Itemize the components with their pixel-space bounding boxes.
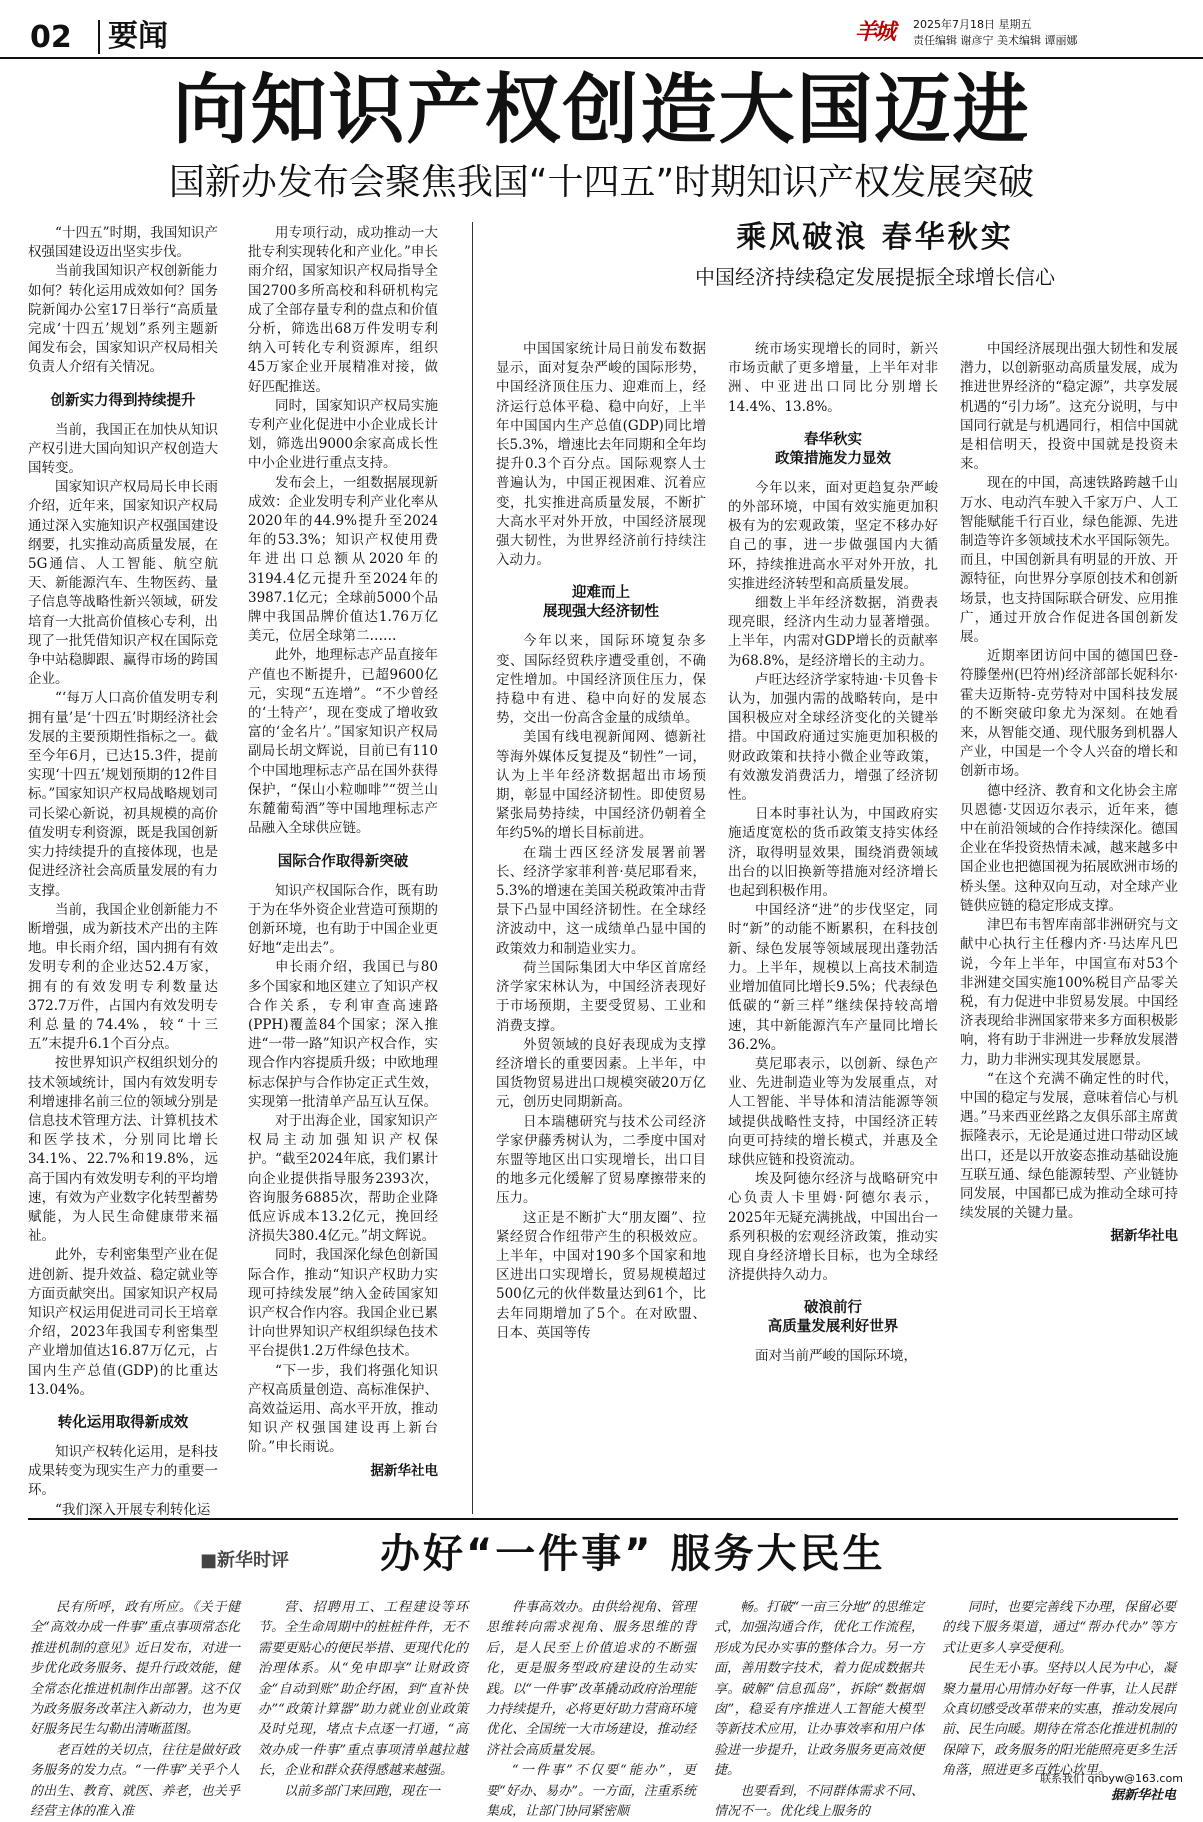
paragraph: 这正是不断扩大“朋友圈”、拉紧经贸合作纽带产生的积极效应。上半年，中国对190多个国家和地区进出口实现增长，贸易规模超过500亿元的伙伴数量达到61个，比去年同期增加了5个。在对欧盟、日本、英国等传 [496,1209,706,1341]
paragraph: 也要看到，不同群体需求不同、情况不一。优化线上服务的 [714,1783,924,1820]
main-article-column-2 [248,224,438,1514]
paragraph: “一件事”不仅要“能办”，更要“好办、易办”。一方面，注重系统集成，让部门协同紧密顺 [486,1763,696,1820]
paragraph: 件事高效办。由供给视角、管理思维转向需求视角、服务思维的背后，是人民至上价值追求的不断强化，更是服务型政府建设的生动实践。以“一件事”改革撬动政府治理能力持续提升，必将更好助力营商环境优化、全国统一大市场建设，推动经济社会高质量发展。 [486,1600,696,1758]
column-divider [472,222,473,1514]
paragraph: 今年以来，国际环境复杂多变、国际经贸秩序遭受重创，不确定性增加。中国经济顶住压力，保持稳中有进、稳中向好的发展态势，交出一份高含金量的成绩单。 [496,633,706,727]
paragraph: 在瑞士西区经济发展署前署长、经济学家菲利普·莫尼耶看来，5.3%的增速在美国关税政策冲击背景下凸显中国经济韧性。在全球经济波动中，这一成绩单凸显中国的政策效力和制造业实力。 [496,844,706,957]
byline: 据新华社电 [370,1462,438,1479]
section-heading [496,584,706,622]
heading-line: 高质量发展利好世界 [767,1319,899,1336]
header-rule [0,57,1203,59]
masthead [855,14,1185,54]
paragraph: 津巴布韦智库南部非洲研究与文献中心执行主任穆内齐·马达库凡巴说，今年上半年，中国宣布对53个非洲建交国实施100%税目产品零关税，有力促进中非贸易发展。中国经济表现给非洲国家带来多方面积极影响，将有助于非洲进一步释放发展潜力，助力非洲实现其发展愿景。 [960,917,1178,1068]
paragraph: 同时，国家知识产权局实施专利产业化促进中小企业成长计划，筛选出9000余家高成长性中小企业进行重点支持。 [248,397,438,472]
heading-line: 迎难而上 [572,585,630,602]
paragraph: 当前，我国正在加快从知识产权引进大国向知识产权创造大国转变。 [28,421,218,477]
paragraph: 近期率团访问中国的德国巴登-符滕堡州(巴符州)经济部部长妮科尔·霍夫迈斯特-克劳特对中国科技发展的不断突破印象尤为深刻。在她看来，从智能交通、现代服务到机器人产业，中国是一个令人兴奋的增长和创新市场。 [960,648,1178,780]
economy-subheadline: 中国经济持续稳定发展提振全球增长信心 [695,265,1055,289]
paragraph: 老百姓的关切点，往往是做好政务服务的发力点。“一件事”关乎个人的出生、教育、就医、养老，也关乎经营主体的准入准 [30,1742,240,1820]
paragraph: 以前多部门来回跑，现在一 [284,1783,441,1799]
section-heading [728,1299,938,1337]
heading-line: 政策措施发力显效 [775,450,891,467]
editor-line: 责任编辑 谢彦宁 美术编辑 谭丽娜 [913,34,1078,47]
economy-headline: 乘风破浪 春华秋实 [736,220,1014,255]
paragraph: 美国有线电视新闻网、德新社等海外媒体反复提及“韧性”一词，认为上半年经济数据超出市场预期，彰显中国经济韧性。即使贸易紧张局势持续，中国经济仍朝着全年约5%的增长目标前进。 [496,729,706,842]
economy-column-2 [728,340,938,1512]
paragraph: 中国经济展现出强大韧性和发展潜力，以创新驱动高质量发展，成为推进世界经济的“稳定源”，共享发展机遇的“引力场”。这充分说明，与中国同行就是与机遇同行，相信中国就是相信明天，投资中国就是投资未来。 [960,341,1178,473]
heading-line: 破浪前行 [804,1300,862,1317]
byline: 据新华社电 [1110,1228,1178,1245]
paragraph: 埃及阿徳尔经济与战略研究中心负责人卡里姆·阿德尔表示，2025年无疑充满挑战，中国出台一系列积极的宏观经济政策，推动实现自身经济增长目标，也为全球经济提供持久动力。 [728,1171,938,1284]
paragraph: 德中经济、教育和文化协会主席贝恩德·艾因迈尔表示，近年来，德中在前沿领域的合作持续深化。德国企业在华投资热情未减，越来越多中国企业也把德国视为拓展欧洲市场的桥头堡。这种双向互动，对全球产业链供应链的稳定形成支撑。 [960,782,1178,914]
commentary-column-3 [486,1598,696,1820]
paragraph: “下一步，我们将强化知识产权高质量创造、高标准保护、高效益运用、高水平开放，推动知识产权强国建设再上新台阶。”申长雨说。 [248,1362,438,1456]
paragraph: “在这个充满不确定性的时代，中国的稳定与发展，意味着信心与机遇。”马来西亚丝路之友俱乐部主席黄振隆表示，无论是通过进口带动区域出口，还是以开放姿态推动基础设施互联互通、绿色能源转型、产业链协同发展，中国都已成为推动全球可持续发展的关键力量。 [960,1070,1178,1222]
paragraph: 同时，也要完善线下办理，保留必要的线下服务渠道，通过“帮办代办”等方式让更多人享受便利。 [942,1600,1177,1656]
footer-contact: 联系我们 qnbyw@163.com [1040,1772,1183,1785]
paragraph: 用专项行动，成功推动一大批专利实现转化和产业化。”申长雨介绍，国家知识产权局指导全国2700多所高校和科研机构完成了全部存量专利的盘点和价值分析，筛选出68万件发明专利纳入可转化专利资源库，组织45万家企业开展精准对接，做好匹配推送。 [248,225,438,395]
paragraph: 按世界知识产权组织划分的技术领域统计，国内有效发明专利增速排名前三位的领域分别是信息技术管理方法、计算机技术和医学技术，分别同比增长34.1%、22.7%和19.8%，远高于国内有效发明专利的平均增速，有效为产业数字化转型蓄势赋能，为人民生命健康带来福祉。 [28,1055,218,1245]
paragraph: 知识产权转化运用，是科技成果转变为现实生产力的重要一环。 [28,1443,218,1499]
main-headline: 向知识产权创造大国迈进 [172,65,1031,154]
paragraph: 营、招聘用工、工程建设等环节。全生命周期中的桩桩件件，无不需要更贴心的便民举措、更现代化的治理体系。从“免申即享”让财政资金“自动到账”助企纾困，到“直补快办”“政策计算器”助力就业创业政策及时兑现，堵点卡点逐一打通，“高效办成一件事”重点事项清单越拉越长，企业和群众获得感越来越强。 [258,1600,468,1779]
paragraph: 民有所呼，政有所应。《关于健全“高效办成一件事”重点事项常态化推进机制的意见》近日发布，对进一步优化政务服务、提升行政效能，健全常态化推进机制作出部署。这不仅为政务服务改革注入新动力，也为更好服务民生勾勒出清晰蓝图。 [30,1600,240,1738]
paragraph: “十四五”时期，我国知识产权强国建设迈出坚实步伐。 [28,225,218,261]
commentary-column-2 [258,1598,468,1799]
paragraph: 日本瑞穗研究与技术公司经济学家伊藤秀树认为，二季度中国对东盟等地区出口实现增长，出口目的地多元化缓解了贸易摩擦带来的压力。 [496,1113,706,1207]
economy-column-3 [960,340,1178,1512]
paragraph: 荷兰国际集团大中华区首席经济学家宋林认为，中国经济表现好于市场预期，主要受贸易、工业和消费支撑。 [496,959,706,1034]
paragraph: 外贸领域的良好表现成为支撑经济增长的重要因素。上半年，中国货物贸易进出口规模突破20万亿元，创历史同期新高。 [496,1036,706,1111]
paragraph: 细数上半年经济数据，消费表现亮眼，经济内生动力显著增强。上半年，内需对GDP增长的贡献率为68.8%，是经济增长的主动力。 [728,595,938,669]
byline: 据新华社电 [1110,1787,1176,1803]
paragraph: 中国国家统计局日前发布数据显示，面对复杂严峻的国际形势，中国经济顶住压力、迎难而上，经济运行总体平稳、稳中向好，上半年中国国内生产总值(GDP)同比增长5.3%，增速比去年同期和全年均提升0.3个百分点。国际观察人士普遍认为，中国正视困难、沉着应变，扎实推进高质量发展，不断扩大高水平对外开放，中国经济展现强大韧性，为世界经济前行持续注入动力。 [496,341,706,569]
newspaper-logo: 羊城 [855,19,894,45]
paragraph: 此外，专利密集型产业在促进创新、提升效益、稳定就业等方面贡献突出。国家知识产权局知识产权运用促进司司长王培章介绍，2023年我国专利密集型产业增加值达16.87万亿元，占国内生产总值(GDP)的比重达13.04%。 [28,1247,218,1398]
economy-column-1 [496,340,706,1512]
paragraph: 现在的中国，高速铁路跨越千山万水、电动汽车驶入千家万户、人工智能赋能千行百业，绿色能源、先进制造等许多领域技术水平国际领先。而且，中国创新具有明显的开放、开源特征，向世界分享原创技术和创新场景，也支持国际联合研发、应用推广，通过开放合作促进各国创新发展。 [960,475,1178,646]
paragraph: 发布会上，一组数据展现新成效：企业发明专利产业化率从2020年的44.9%提升至2024年的53.3%；知识产权使用费年进出口总额从2020年的3194.4亿元提升至2024年的3987.1亿元；全球前5000个品牌中我国品牌价值达1.76万亿美元，位居全球第二…… [248,474,438,645]
section-heading: 转化运用取得新成效 [57,1414,189,1431]
section-title: 要闻 [98,20,168,54]
paragraph: 对于出海企业，国家知识产权局主动加强知识产权保护。“截至2024年底，我们累计向企业提供指导服务2393次，咨询服务6885次，帮助企业降低应诉成本13.2亿元，挽回经济损失380.4亿元。”胡文辉说。 [248,1112,438,1245]
heading-line: 展现强大经济韧性 [543,604,659,621]
paragraph: 日本时事社认为，中国政府实施适度宽松的货币政策支持实体经济，取得明显效果，围绕消费领域出台的以旧换新等措施对经济增长也起到积极作用。 [728,806,938,900]
paragraph: 莫尼耶表示，以创新、绿色产业、先进制造业等为发展重点，对人工智能、半导体和清洁能源等领域提供战略性支持，中国经济正转向更可持续的增长模式，并惠及全球供应链和投资流动。 [728,1055,938,1168]
section-heading [728,431,938,469]
paragraph: 今年以来，面对更趋复杂严峻的外部环境，中国有效实施更加积极有为的宏观政策，坚定不移办好自己的事，进一步做强国内大循环，持续推进高水平对外开放，扎实推进经济转型和高质量发展。 [728,479,938,592]
commentary-headline: 办好“一件事” 服务大民生 [380,1531,886,1577]
main-subheadline: 国新办发布会聚焦我国“十四五”时期知识产权发展突破 [168,162,1035,203]
paragraph: 中国经济“进”的步伐坚定，同时“新”的动能不断累积，在科技创新、绿色发展等领域展现出蓬勃活力。上半年，规模以上高技术制造业增加值同比增长9.5%；代表绿色低碳的“新三样”继续保持较高增速，其中新能源汽车产量同比增长36.2%。 [728,902,938,1053]
main-article-column-1 [28,224,218,1518]
paragraph: 知识产权国际合作，既有助于为在华外资企业营造可预期的创新环境，也有助于中国企业更好地“走出去”。 [248,882,438,957]
section-separator [28,1518,1178,1520]
paragraph: 申长雨介绍，我国已与80多个国家和地区建立了知识产权合作关系，专利审查高速路(PPH)覆盖84个国家；深入推进“一带一路”知识产权合作，实现合作内容提质升级；中欧地理标志保护与合作协定正式生效，实现第一批清单产品互认互保。 [248,959,438,1110]
paragraph: “‘每万人口高价值发明专利拥有量’是‘十四五’时期经济社会发展的主要预期性指标之一。截至今年6月，已达15.3件，提前实现‘十四五’规划预期的12件目标。”国家知识产权局战略规划司司长梁心新说，初具规模的高价值发明专利资源，既是我国创新实力持续提升的直接体现，也是促进经济社会高质量发展的有力支撑。 [28,690,218,899]
commentary-column-1 [30,1598,240,1820]
paragraph: 畅。打破“一亩三分地”的思维定式，加强沟通合作，优化工作流程，形成为民办实事的整体合力。另一方面，善用数字技术，着力促成数据共享。破解“信息孤岛”，拆除“数据烟囱”，稳妥有序推进人工智能大模型等新技术应用，让办事效率和用户体验进一步提升，让政务服务更高效便捷。 [714,1600,924,1779]
paragraph: 统市场实现增长的同时，新兴市场贡献了更多增量，上半年对非洲、中亚进出口同比分别增长14.4%、13.8%。 [728,341,938,415]
paragraph: “我们深入开展专利转化运 [55,1501,211,1518]
commentary-tag: ■新华时评 [200,1550,290,1571]
paragraph: 卢旺达经济学家特迪·卡贝鲁卡认为，加强内需的战略转向，是中国积极应对全球经济变化的关键举措。中国政府通过实施更加积极的财政政策和扶持小微企业等政策，有效激发消费活力，增强了经济韧性。 [728,671,938,804]
paragraph: 此外，地理标志产品直接年产值也不断提升，已超9600亿元，实现“五连增”。“不少曾经的‘土特产’，现在变成了增收致富的‘金名片’。”国家知识产权局副局长胡文辉说，目前已有110个中国地理标志产品在国外获得保护，“保山小粒咖啡”“贺兰山东麓葡萄酒”等中国地理标志产品融入全球供应链。 [248,647,438,837]
page-number: 02 [30,20,72,55]
paragraph: 国家知识产权局局长申长雨介绍，近年来，国家知识产权局通过深入实施知识产权强国建设纲要，扎实推动高质量发展，在5G通信、人工智能、航空航天、新能源汽车、生物医药、量子信息等战略性新兴领域，研发培育一大批高价值核心专利，出现了一批凭借知识产权在国际竞争中站稳脚跟、赢得市场的跨国企业。 [28,479,218,688]
heading-line: 春华秋实 [804,431,862,448]
section-heading: 国际合作取得新突破 [277,853,409,870]
commentary-column-4 [714,1598,924,1820]
paragraph: 当前我国知识产权创新能力如何？转化运用成效如何？国务院新闻办公室17日举行“高质量完成‘十四五’规划”系列主题新闻发布会，国家知识产权局相关负责人介绍有关情况。 [28,263,218,376]
paragraph: 面对当前严峻的国际环境， [755,1348,917,1365]
paragraph: 民生无小事。坚持以人民为中心，凝聚力量用心用情办好每一件事，让人民群众真切感受改革带来的实惠，推动发展向前、民生向暖。期待在常态化推进机制的保障下，政务服务的阳光能照亮更多生活角落，照进更多百姓心坎里。 [942,1661,1177,1779]
paragraph: 同时，我国深化绿色创新国际合作，推动“知识产权助力实现可持续发展”纳入金砖国家知识产权合作内容。我国企业已累计向世界知识产权组织绿色技术平台提供1.2万件绿色技术。 [248,1247,438,1360]
section-heading: 创新实力得到持续提升 [50,392,196,409]
paragraph: 当前，我国企业创新能力不断增强，成为新技术产出的主阵地。申长雨介绍，国内拥有有效发明专利的企业达52.4万家，拥有的有效发明专利数量达372.7万件，占国内有效发明专利总量的74.4%，较“十三五”末提升6.1个百分点。 [28,901,218,1053]
date-line: 2025年7月18日 星期五 [913,18,1032,31]
